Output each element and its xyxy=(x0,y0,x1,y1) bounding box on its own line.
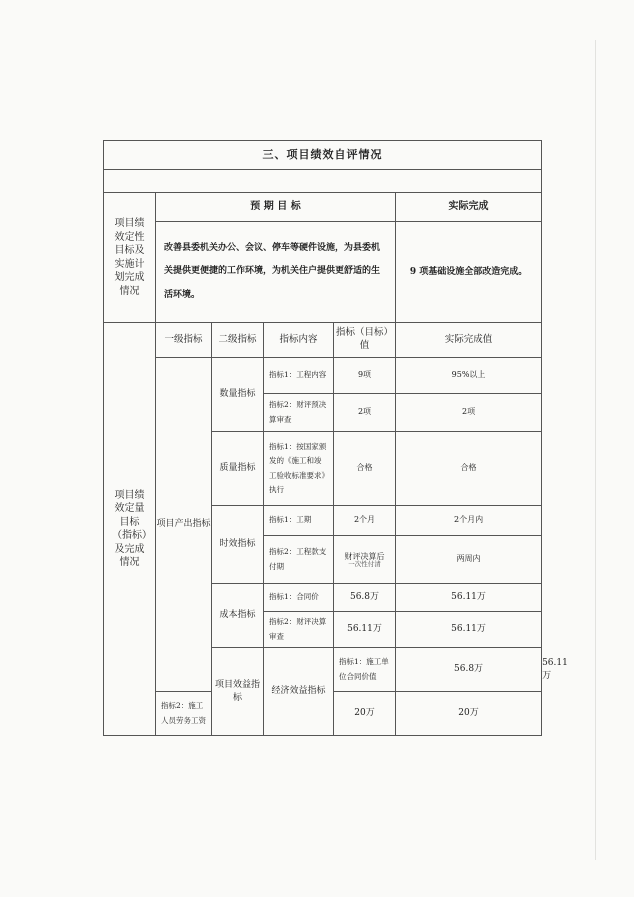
target-text: 财评决算后 xyxy=(344,551,385,561)
blank-row xyxy=(104,170,542,193)
level1-benefit: 项目效益指标 xyxy=(212,648,264,736)
quant-header-row xyxy=(104,323,542,358)
header-level2: 二级指标 xyxy=(212,323,264,358)
title-row xyxy=(104,141,542,170)
target-extra-text: 一次性付清 xyxy=(348,559,381,568)
target-cell: 20万 xyxy=(334,692,396,736)
table-row xyxy=(104,358,542,394)
content-cell: 指标2：工程款支付期 xyxy=(264,536,334,584)
level2-quantity: 数量指标 xyxy=(212,358,264,432)
target-cell: 2项 xyxy=(334,394,396,432)
target-cell: 56.11万 xyxy=(334,612,396,648)
content-cell: 指标1：按国家颁发的《施工和竣工验收标准要求》执行 xyxy=(264,432,334,506)
actual-cell: 95%以上 xyxy=(396,358,542,394)
quantitative-label: 项目绩效定量目标（指标）及完成情况 xyxy=(104,323,156,736)
level2-economic: 经济效益指标 xyxy=(264,648,334,736)
expected-header: 预 期 目 标 xyxy=(156,193,396,222)
actual-cell: 2项 xyxy=(396,394,542,432)
content-cell: 指标2：施工人员劳务工资 xyxy=(156,692,212,736)
content-cell: 指标1：施工单位合同价值 xyxy=(334,648,396,692)
actual-cell: 20万 xyxy=(396,692,542,736)
header-target: 指标（目标）值 xyxy=(334,323,396,358)
target-cell: 2个月 xyxy=(334,506,396,536)
blank-cell xyxy=(104,170,542,193)
actual-header: 实际完成 xyxy=(396,193,542,222)
level2-timeliness: 时效指标 xyxy=(212,506,264,584)
content-cell: 指标2：财评决算审查 xyxy=(264,612,334,648)
target-cell xyxy=(334,536,396,584)
performance-table xyxy=(103,140,568,736)
target-cell: 56.8万 xyxy=(396,648,542,692)
content-cell: 指标1：工程内容 xyxy=(264,358,334,394)
content-cell: 指标2：财评预决算审查 xyxy=(264,394,334,432)
target-cell: 9项 xyxy=(334,358,396,394)
level1-output: 项目产出指标 xyxy=(156,358,212,692)
actual-cell: 2个月内 xyxy=(396,506,542,536)
level2-cost: 成本指标 xyxy=(212,584,264,648)
qualitative-header-row xyxy=(104,193,542,222)
qualitative-content-row xyxy=(104,222,542,323)
expected-text: 改善县委机关办公、会议、停车等硬件设施，为县委机关提供更便捷的工作环境，为机关住户提供更舒适的生活环境。 xyxy=(156,222,396,323)
actual-cell: 56.11万 xyxy=(396,612,542,648)
header-content: 指标内容 xyxy=(264,323,334,358)
content-cell: 指标1：工期 xyxy=(264,506,334,536)
scan-edge-line xyxy=(595,40,596,860)
level2-quality: 质量指标 xyxy=(212,432,264,506)
header-level1: 一级指标 xyxy=(156,323,212,358)
actual-text: 9 项基础设施全部改造完成。 xyxy=(396,222,542,323)
target-cell: 合格 xyxy=(334,432,396,506)
actual-cell: 合格 xyxy=(396,432,542,506)
target-cell: 56.8万 xyxy=(334,584,396,612)
actual-cell: 56.11万 xyxy=(396,584,542,612)
qualitative-label: 项目绩效定性目标及实施计划完成情况 xyxy=(104,193,156,323)
table-row: 项目效益指标 经济效益指标 指标1：施工单位合同价值 56.8万 56.11万 xyxy=(104,648,542,692)
content-cell: 指标1：合同价 xyxy=(264,584,334,612)
header-actual: 实际完成值 xyxy=(396,323,542,358)
section-title: 三、项目绩效自评情况 xyxy=(104,141,542,170)
actual-cell: 两周内 xyxy=(396,536,542,584)
